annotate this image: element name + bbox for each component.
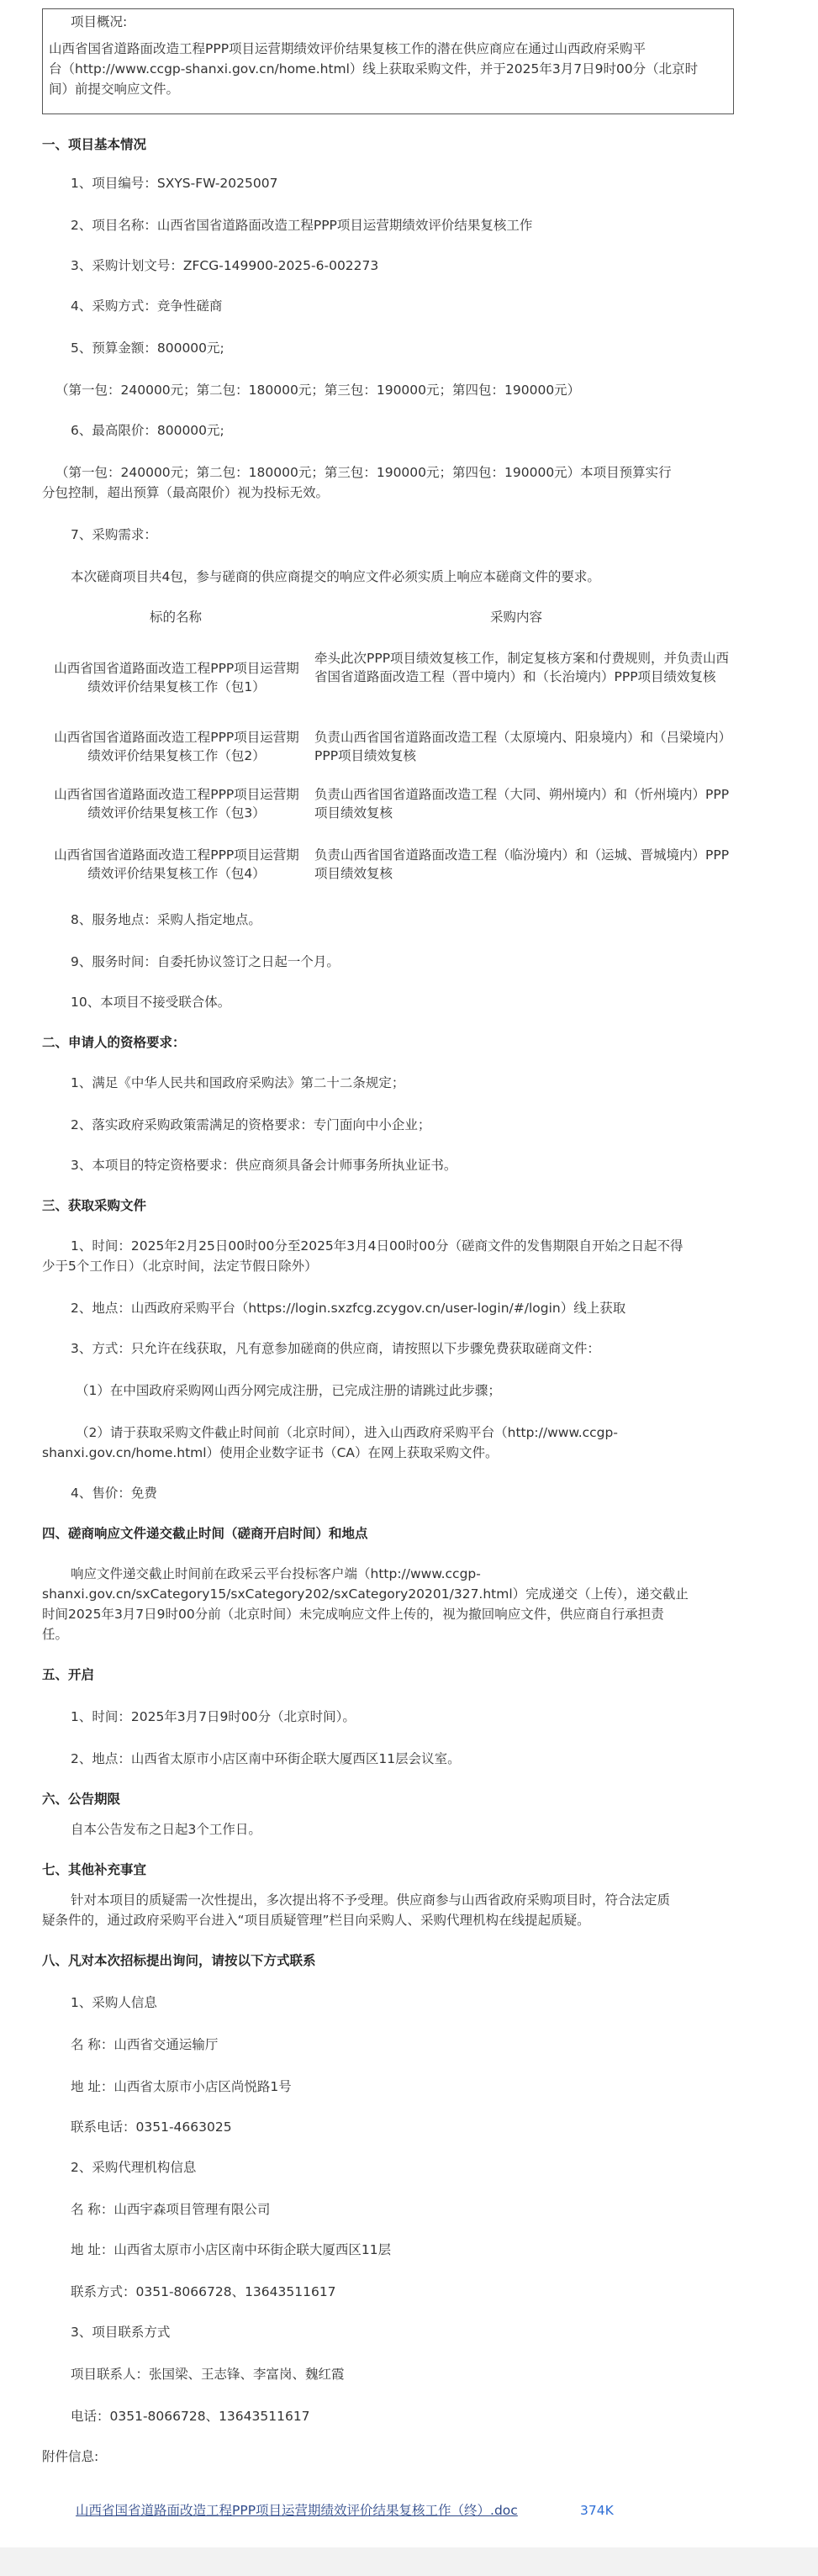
supplement-line-1: 针对本项目的质疑需一次性提出，多次提出将不予受理。供应商参与山西省政府采购项目时，符合法定质 — [71, 1892, 671, 1908]
budget-amount: 5、预算金额：800000元; — [71, 340, 224, 356]
project-name: 2、项目名称：山西省国省道路面改造工程PPP项目运营期绩效评价结果复核工作 — [71, 218, 533, 233]
section-3-heading: 三、获取采购文件 — [42, 1198, 147, 1213]
procurement-needs-desc: 本次磋商项目共4包，参与磋商的供应商提交的响应文件必须实质上响应本磋商文件的要求。 — [71, 569, 600, 584]
supplement-line-2: 疑条件的，通过政府采购平台进入“项目质疑管理”栏目向采购人、采购代理机构在线提起质疑。 — [42, 1913, 590, 1928]
deadline-line-1: 响应文件递交截止时间前在政采云平台投标客户端（http://www.ccgp- — [71, 1566, 481, 1581]
no-consortium: 10、本项目不接受联合体。 — [71, 995, 231, 1010]
project-phone: 电话：0351-8066728、13643511617 — [71, 2409, 310, 2424]
table-row-3-content: 负责山西省国省道路面改造工程（大同、朔州境内）和（忻州境内）PPP项目绩效复核 — [314, 787, 730, 821]
plan-number: 3、采购计划文号：ZFCG-149900-2025-6-002273 — [71, 258, 379, 273]
agency-name: 名 称：山西宇森项目管理有限公司 — [71, 2202, 271, 2217]
obtain-price: 4、售价：免费 — [71, 1486, 157, 1501]
purchaser-name: 名 称：山西省交通运输厅 — [71, 2037, 219, 2052]
budget-breakdown: （第一包：240000元；第二包：180000元；第三包：190000元；第四包：190000元） — [55, 383, 581, 398]
section-8-heading: 八、凡对本次招标提出询问，请按以下方式联系 — [42, 1953, 316, 1968]
opening-location: 2、地点：山西省太原市小店区南中环街企联大厦西区11层会议室。 — [71, 1751, 461, 1766]
section-7-heading: 七、其他补充事宜 — [42, 1862, 147, 1877]
table-row-4-content: 负责山西省国省道路面改造工程（临汾境内）和（运城、晋城境内）PPP项目绩效复核 — [314, 847, 730, 881]
obtain-time-2: 少于5个工作日）（北京时间，法定节假日除外） — [42, 1259, 318, 1274]
agency-info: 2、采购代理机构信息 — [71, 2160, 197, 2175]
deadline-line-2: shanxi.gov.cn/sxCategory15/sxCategory202/sxCategory20201/327.html）完成递交（上传），递交截止 — [42, 1586, 689, 1602]
obtain-method: 3、方式：只允许在线获取，凡有意参加磋商的供应商，请按照以下步骤免费获取磋商文件： — [71, 1341, 600, 1356]
max-price: 6、最高限价：800000元; — [71, 423, 224, 438]
service-location: 8、服务地点：采购人指定地点。 — [71, 912, 261, 927]
overview-line-3: 间）前提交响应文件。 — [49, 82, 180, 97]
table-row-1-content: 牵头此次PPP项目绩效复核工作，制定复核方案和付费规则，并负责山西省国省道路面改造工程（晋中境内）和（长治境内）PPP项目绩效复核 — [314, 651, 730, 684]
obtain-step-1: （1）在中国政府采购网山西分网完成注册，已完成注册的请跳过此步骤； — [76, 1383, 501, 1398]
qualification-1: 1、满足《中华人民共和国政府采购法》第二十二条规定； — [71, 1075, 405, 1090]
purchaser-address: 地 址：山西省太原市小店区尚悦路1号 — [71, 2079, 292, 2094]
qualification-3: 3、本项目的特定资格要求：供应商须具备会计师事务所执业证书。 — [71, 1158, 457, 1173]
attachment-label: 附件信息: — [42, 2449, 99, 2464]
bottom-bar — [0, 2547, 818, 2576]
obtain-step-2b: shanxi.gov.cn/home.html）使用企业数字证书（CA）在网上获取采购文件。 — [42, 1445, 499, 1460]
table-row-1-name: 山西省国省道路面改造工程PPP项目运营期绩效评价结果复核工作（包1） — [54, 661, 299, 694]
max-price-breakdown-1: （第一包：240000元；第二包：180000元；第三包：190000元；第四包：190000元）本项目预算实行 — [55, 465, 672, 480]
attachment-file-size: 374K — [580, 2503, 614, 2518]
obtain-location: 2、地点：山西政府采购平台（https://login.sxzfcg.zcygov.cn/user-login/#/login）线上获取 — [71, 1301, 626, 1316]
table-header-content: 采购内容 — [490, 610, 543, 625]
overview-title: 项目概况: — [71, 14, 128, 29]
section-1-heading: 一、项目基本情况 — [42, 137, 147, 152]
overview-line-1: 山西省国省道路面改造工程PPP项目运营期绩效评价结果复核工作的潜在供应商应在通过山西政府采购平 — [49, 41, 646, 56]
purchaser-info: 1、采购人信息 — [71, 1995, 157, 2010]
project-number: 1、项目编号：SXYS-FW-2025007 — [71, 176, 278, 191]
project-contact-info: 3、项目联系方式 — [71, 2325, 171, 2340]
attachment-file-link[interactable]: 山西省国省道路面改造工程PPP项目运营期绩效评价结果复核工作（终）.doc — [76, 2503, 518, 2518]
qualification-2: 2、落实政府采购政策需满足的资格要求：专门面向中小企业； — [71, 1117, 431, 1132]
max-price-breakdown-2: 分包控制，超出预算（最高限价）视为投标无效。 — [42, 485, 330, 500]
section-5-heading: 五、开启 — [42, 1667, 95, 1682]
section-6-heading: 六、公告期限 — [42, 1792, 121, 1807]
section-4-heading: 四、磋商响应文件递交截止时间（磋商开启时间）和地点 — [42, 1526, 368, 1541]
project-contacts: 项目联系人：张国梁、王志锋、李富岗、魏红霞 — [71, 2367, 345, 2382]
announcement-period: 自本公告发布之日起3个工作日。 — [71, 1822, 261, 1837]
agency-address: 地 址：山西省太原市小店区南中环街企联大厦西区11层 — [71, 2242, 392, 2257]
deadline-line-3: 时间2025年3月7日9时00分前（北京时间）未完成响应文件上传的，视为撤回响应文件，供应商自行承担责 — [42, 1607, 664, 1622]
table-row-2-content: 负责山西省国省道路面改造工程（太原境内、阳泉境内）和（吕梁境内）PPP项目绩效复核 — [314, 730, 732, 763]
obtain-time-1: 1、时间：2025年2月25日00时00分至2025年3月4日00时00分（磋商文件的发售期限自开始之日起不得 — [71, 1238, 683, 1254]
service-time: 9、服务时间：自委托协议签订之日起一个月。 — [71, 954, 340, 969]
overview-line-2: 台（http://www.ccgp-shanxi.gov.cn/home.html）线上获取采购文件，并于2025年3月7日9时00分（北京时 — [49, 61, 699, 77]
deadline-line-4: 任。 — [42, 1627, 69, 1642]
opening-time: 1、时间：2025年3月7日9时00分（北京时间）。 — [71, 1709, 356, 1724]
procurement-needs: 7、采购需求： — [71, 527, 157, 542]
table-row-2-name: 山西省国省道路面改造工程PPP项目运营期绩效评价结果复核工作（包2） — [54, 730, 299, 763]
table-row-3-name: 山西省国省道路面改造工程PPP项目运营期绩效评价结果复核工作（包3） — [54, 787, 299, 821]
agency-phone: 联系方式：0351-8066728、13643511617 — [71, 2284, 336, 2299]
purchaser-phone: 联系电话：0351-4663025 — [71, 2119, 232, 2135]
table-row-4-name: 山西省国省道路面改造工程PPP项目运营期绩效评价结果复核工作（包4） — [54, 847, 299, 881]
procurement-method: 4、采购方式：竞争性磋商 — [71, 298, 223, 314]
obtain-step-2a: （2）请于获取采购文件截止时间前（北京时间），进入山西政府采购平台（http://www.ccgp- — [76, 1425, 618, 1440]
section-2-heading: 二、申请人的资格要求： — [42, 1035, 186, 1050]
table-header-name: 标的名称 — [150, 610, 203, 625]
